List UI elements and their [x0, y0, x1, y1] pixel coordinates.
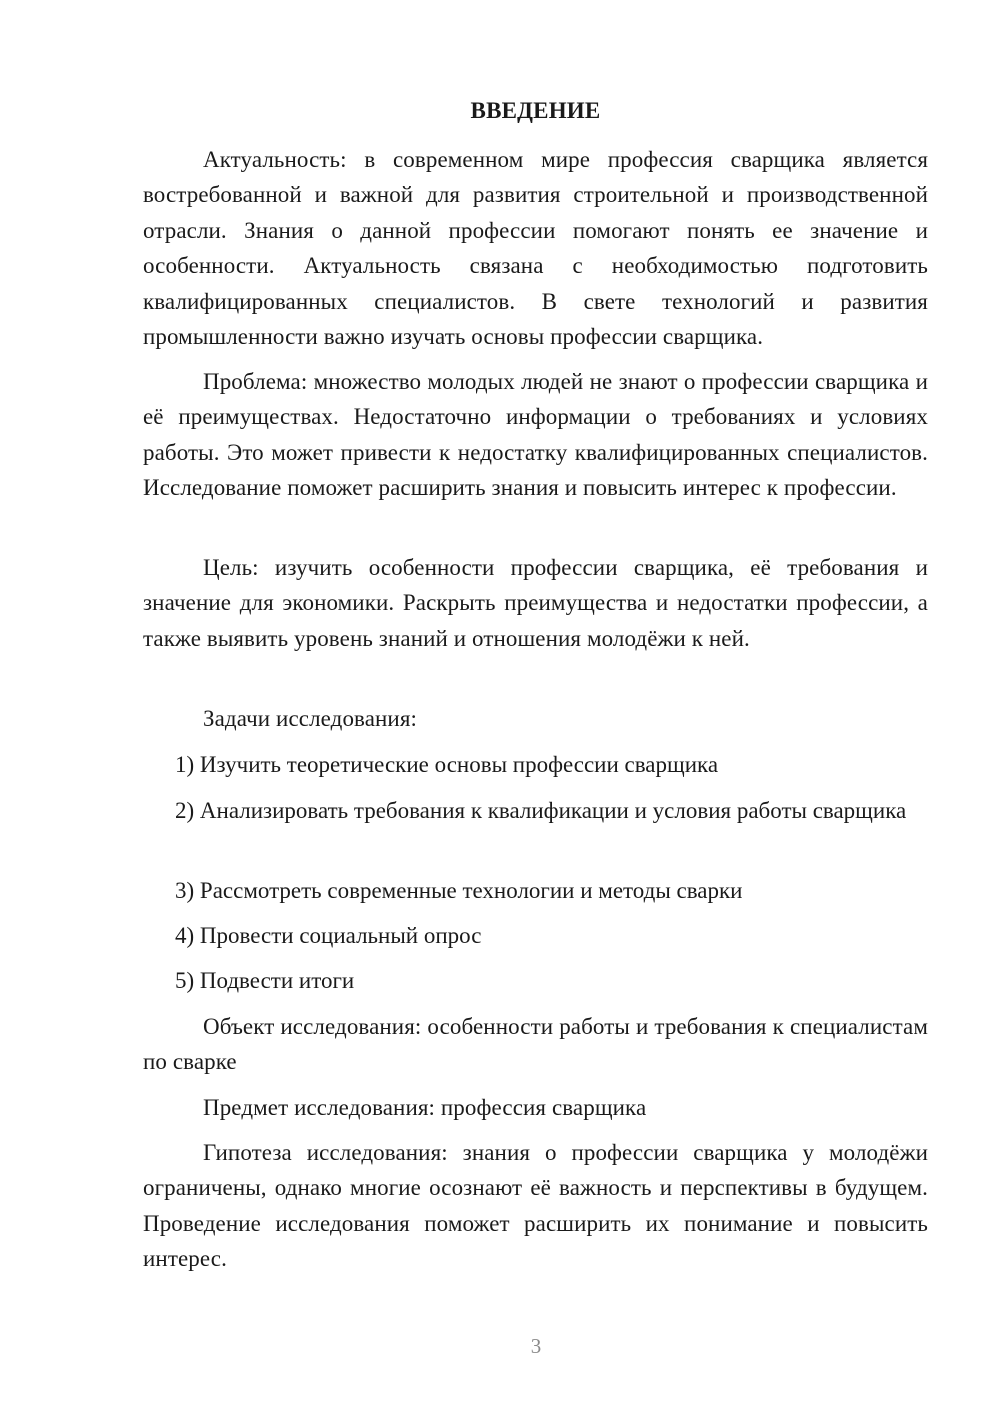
task-item-5: 5) Подвести итоги: [175, 968, 355, 993]
task-item-4: 4) Провести социальный опрос: [175, 923, 482, 948]
subject-paragraph: Предмет исследования: профессия сварщика: [203, 1095, 647, 1120]
problem-paragraph: Проблема: множество молодых людей не знают о профессии сварщика и её преимуществах. Недостаточно информации о требованиях и условиях работы. Это может привести к недостатку квалифицированных специалистов. Исследование поможет расширить знания и повысить интерес к профессии.: [143, 369, 928, 501]
hypothesis-paragraph: Гипотеза исследования: знания о профессии сварщика у молодёжи ограничены, однако многие осознают её важность и перспективы в будущем. Проведение исследования поможет расширить их понимание и повысить интерес.: [143, 1140, 928, 1272]
task-item-1: 1) Изучить теоретические основы профессии сварщика: [175, 752, 719, 777]
object-paragraph: Объект исследования: особенности работы и требования к специалистам по сварке: [143, 1014, 928, 1075]
section-title: ВВЕДЕНИЕ: [470, 98, 601, 123]
tasks-heading: Задачи исследования:: [203, 706, 418, 731]
task-item-3: 3) Рассмотреть современные технологии и методы сварки: [175, 878, 743, 903]
relevance-paragraph: Актуальность: в современном мире профессия сварщика является востребованной и важной для развития строительной и производственной отрасли. Знания о данной профессии помогают понять ее значение и особенности. Актуальность связана с необходимостью подготовить квалифицированных специалистов. В свете технологий и развития промышленности важно изучать основы профессии сварщика.: [143, 147, 928, 350]
page-number: 3: [530, 1334, 542, 1358]
goal-paragraph: Цель: изучить особенности профессии сварщика, её требования и значение для экономики. Раскрыть преимущества и недостатки профессии, а также выявить уровень знаний и отношения молодёжи к ней.: [143, 555, 928, 651]
task-item-2: 2) Анализировать требования к квалификации и условия работы сварщика: [175, 798, 907, 823]
